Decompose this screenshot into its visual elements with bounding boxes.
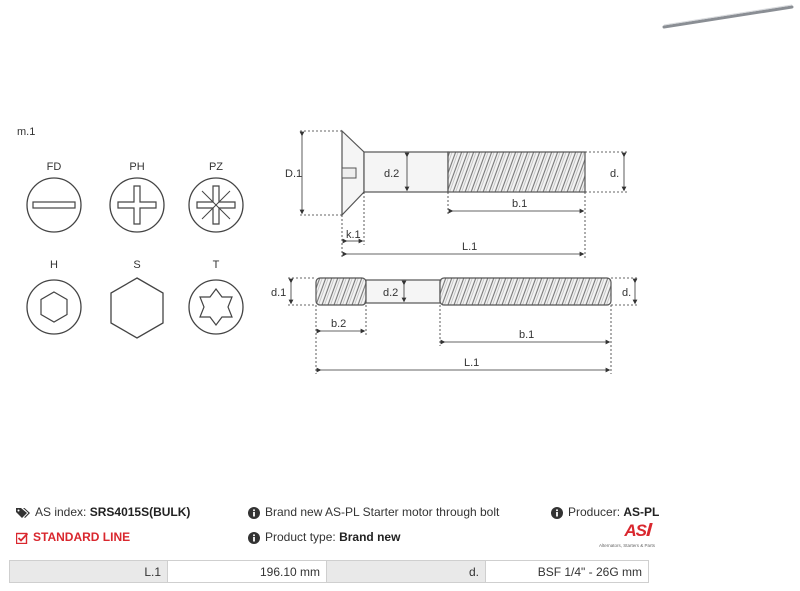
head-label-s: S: [133, 259, 141, 271]
spec-value-l1: 196.10 mm: [168, 561, 327, 583]
product-thumbnail: [664, 5, 792, 27]
product-type-label: Product type:: [265, 530, 336, 544]
head-types: [27, 161, 243, 338]
producer-label: Producer:: [568, 505, 621, 519]
info-icon: [248, 532, 260, 544]
description: [248, 505, 499, 519]
torx-head-icon: [189, 280, 243, 334]
phillips-head-icon: [110, 178, 164, 232]
flat-slot-head-icon: [27, 178, 81, 232]
head-label-t: T: [212, 259, 220, 271]
pozidriv-head-icon: [189, 178, 243, 232]
dim-bot-b2-label: b.2: [331, 318, 347, 330]
dim-bot-d1-label: d.1: [271, 287, 287, 299]
dim-top-k1-label: k.1: [346, 229, 361, 241]
dim-top-d-label: d.: [610, 168, 620, 180]
head-label-ph: PH: [129, 161, 145, 173]
dim-bot-d2-label: d.2: [383, 287, 399, 299]
head-label-fd: FD: [46, 161, 62, 173]
mark-label: m.1: [17, 126, 36, 138]
producer: [551, 505, 659, 519]
bolt-stud: [316, 278, 611, 305]
table-row: [10, 561, 649, 583]
standard-line: [16, 530, 130, 544]
logo-text: AS: [624, 521, 646, 540]
tags-icon: [16, 507, 30, 519]
product-type: [248, 530, 400, 544]
dim-top-b1-label: b.1: [512, 198, 528, 210]
spec-label-l1: L.1: [10, 561, 168, 583]
dim-top-d2-label: d.2: [384, 168, 400, 180]
dim-bot-l1-label: L.1: [464, 357, 480, 369]
head-label-h: H: [50, 259, 58, 271]
spec-label-d: d.: [327, 561, 486, 583]
dim-bot-d-label: d.: [622, 287, 632, 299]
hex-head-icon: [111, 278, 163, 338]
info-icon: [248, 507, 260, 519]
as-index: [16, 505, 190, 519]
info-icon: [551, 507, 563, 519]
dim-top-l1-label: L.1: [462, 241, 478, 253]
dim-top-d1-label: D.1: [285, 168, 303, 180]
description-text: Brand new AS-PL Starter motor through bolt: [265, 505, 500, 519]
as-pl-logo: [585, 521, 655, 553]
producer-value: AS-PL: [623, 505, 660, 519]
logo-caption: Alternators, Starters & Parts: [598, 543, 655, 548]
product-type-value: Brand new: [339, 530, 401, 544]
as-index-value: SRS4015S(BULK): [89, 505, 191, 519]
hex-socket-head-icon: [27, 280, 81, 334]
dim-bot-b1-label: b.1: [519, 329, 535, 341]
standard-line-label: STANDARD LINE: [33, 530, 131, 544]
spec-table: [9, 560, 649, 583]
head-label-pz: PZ: [208, 161, 224, 173]
as-index-label: AS index:: [35, 505, 87, 519]
spec-value-d: BSF 1/4" - 26G mm: [486, 561, 649, 583]
checkbox-checked-icon: [16, 532, 28, 544]
bolt-countersunk: [342, 131, 585, 215]
